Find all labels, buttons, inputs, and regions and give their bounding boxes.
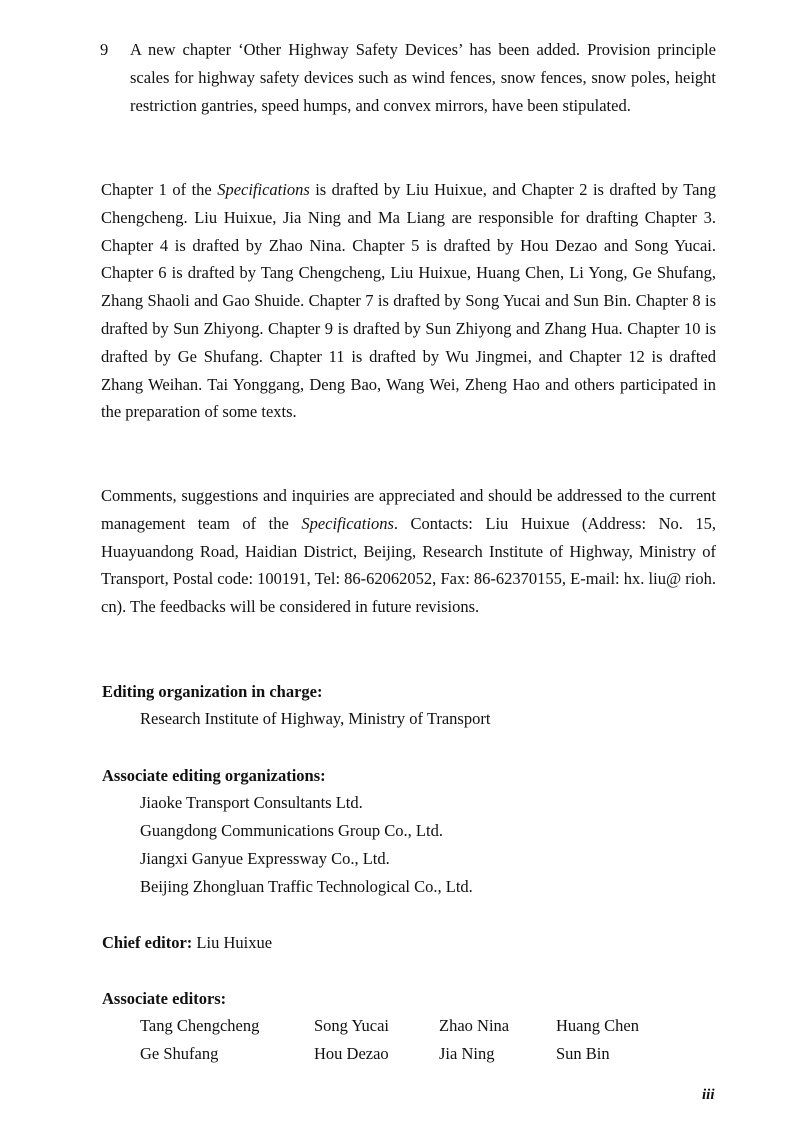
drafting-paragraph — [101, 176, 716, 426]
editor-name: Huang Chen — [556, 1016, 639, 1035]
list-item-text: A new chapter ‘Other Highway Safety Devices’ has been added. Provision principle scales for highway safety devices such as wind fences, snow fences, snow poles, height restriction gantries, speed humps, and convex mirrors, have been stipulated. — [130, 40, 716, 115]
organization-name: Guangdong Communications Group Co., Ltd. — [140, 821, 443, 840]
paragraph-text-start: Comments, suggestions and inquiries are appreciated and should be addressed to the current management team of the — [101, 486, 716, 533]
organization-name: Research Institute of Highway, Ministry of Transport — [140, 709, 491, 728]
associate-editors-heading: Associate editors: — [102, 989, 227, 1008]
editor-name: Sun Bin — [556, 1044, 610, 1063]
chief-editor-label: Chief editor: — [102, 933, 193, 952]
editor-name: Zhao Nina — [439, 1016, 510, 1035]
associate-editors-grid — [140, 1012, 700, 1068]
editor-name: Song Yucai — [314, 1016, 390, 1035]
associate-organizations-list — [140, 789, 473, 901]
paragraph-text-rest: . Contacts: Liu Huixue (Address: No. 15, Huayuandong Road, Haidian District, Beijing, Research Institute of Highway, Ministry of Transport, Postal code: 100191, Tel: 86-62062052, Fax: 86-62370155, E-mail: hx. liu@ rioh. cn). The feedbacks will be considered in future revisions. — [101, 513, 716, 617]
organization-name: Jiaoke Transport Consultants Ltd. — [140, 793, 363, 812]
specifications-title: Specifications — [217, 180, 310, 199]
list-item-9 — [100, 36, 716, 120]
editors-row — [140, 1012, 700, 1040]
editing-organization-heading: Editing organization in charge: — [102, 682, 323, 701]
editing-organization-list — [140, 705, 490, 733]
specifications-title: Specifications — [301, 513, 394, 533]
chief-editor — [102, 929, 272, 957]
page-number: iii — [702, 1087, 715, 1103]
editor-name: Tang Chengcheng — [140, 1016, 260, 1035]
contact-paragraph — [101, 482, 716, 621]
paragraph-text-start: Chapter 1 of the — [101, 180, 218, 199]
chief-editor-name: Liu Huixue — [192, 933, 273, 952]
editor-name: Ge Shufang — [140, 1044, 219, 1063]
paragraph-text-rest: is drafted by Liu Huixue, and Chapter 2 is drafted by Tang Chengcheng. Liu Huixue, Jia Ning and Ma Liang are responsible for drafting Chapter 3. Chapter 4 is drafted by Zhao Nina. Chapter 5 is drafted by Hou Dezao and Song Yucai. Chapter 6 is drafted by Tang Chengcheng, Liu Huixue, Huang Chen, Li Yong, Ge Shufang, Zhang Shaoli and Gao Shuide. Chapter 7 is drafted by Song Yucai and Sun Bin. Chapter 8 is drafted by Sun Zhiyong. Chapter 9 is drafted by Sun Zhiyong and Zhang Hua. Chapter 10 is drafted by Ge Shufang. Chapter 11 is drafted by Wu Jingmei, and Chapter 12 is drafted Zhang Weihan. Tai Yonggang, Deng Bao, Wang Wei, Zheng Hao and others participated in the preparation of some texts. — [101, 180, 716, 422]
editors-row — [140, 1040, 700, 1068]
organization-name: Jiangxi Ganyue Expressway Co., Ltd. — [140, 849, 390, 868]
editor-name: Hou Dezao — [314, 1044, 389, 1063]
list-item-number: 9 — [100, 40, 109, 59]
organization-name: Beijing Zhongluan Traffic Technological Co., Ltd. — [140, 877, 473, 896]
editor-name: Jia Ning — [439, 1044, 495, 1063]
associate-organizations-heading: Associate editing organizations: — [102, 766, 326, 785]
